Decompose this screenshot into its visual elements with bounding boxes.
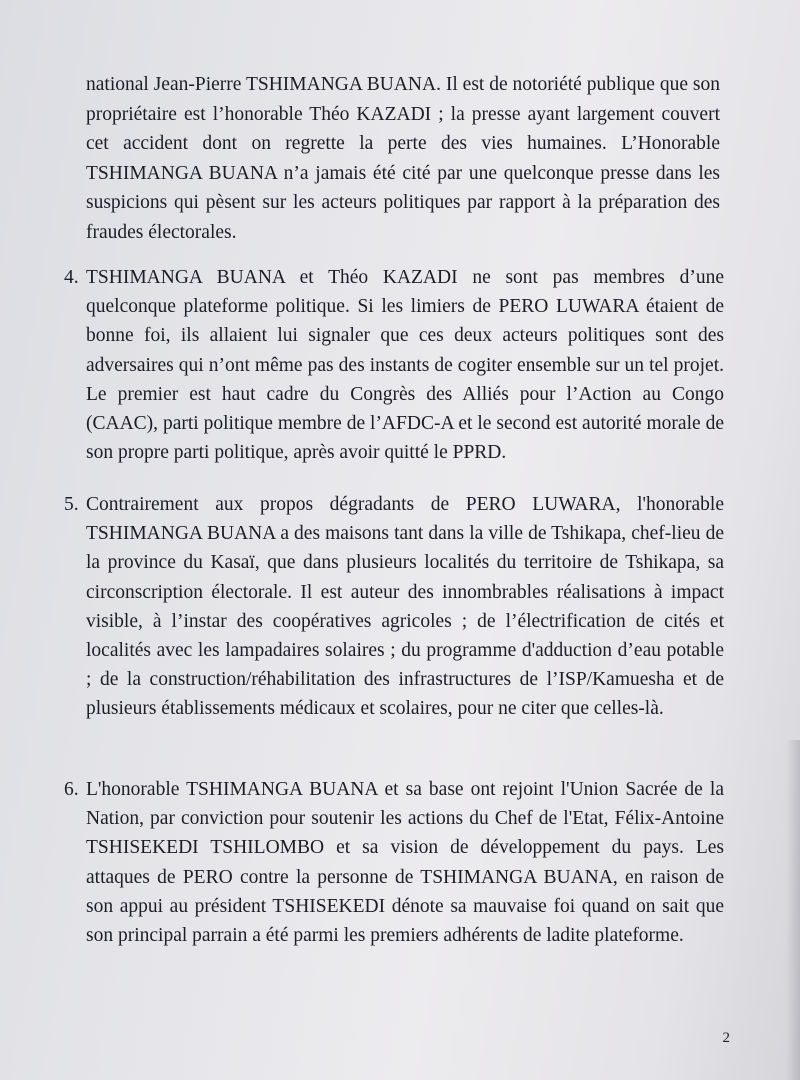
list-item-text: L'honorable TSHIMANGA BUANA et sa base ont rejoint l'Union Sacrée de la Nation, par conviction pour soutenir les actions du Chef de l'Etat, Félix-Antoine TSHISEKEDI TSHILOMBO et sa vision de développement du pays. Les attaques de PERO contre la personne de TSHIMANGA BUANA, en raison de son appui au président TSHISEKEDI dénote sa mauvaise foi quand on sait que son principal parrain a été parmi les premiers adhérents de ladite plateforme.	[86, 779, 724, 947]
list-item-number: 4.	[64, 267, 79, 288]
list-item-text: TSHIMANGA BUANA et Théo KAZADI ne sont pas membres d’une quelconque plateforme politique. Si les limiers de PERO LUWARA étaient de bonne foi, ils allaient lui signaler que ces deux acteurs politiques sont des adversaires qui n’ont même pas des instants de cogiter ensemble sur un tel projet. Le premier est haut cadre du Congrès des Alliés pour l’Action au Congo (CAAC), parti politique membre de l’AFDC-A et le second est autorité morale de son propre parti politique, après avoir quitté le PPRD.	[86, 267, 724, 464]
list-item-4	[64, 263, 724, 467]
list-item-number: 5.	[64, 494, 79, 515]
page-number: 2	[722, 1030, 730, 1046]
list-item-5	[64, 490, 724, 724]
list-item-6	[64, 775, 724, 950]
intro-paragraph: national Jean-Pierre TSHIMANGA BUANA. Il est de notoriété publique que son propriétaire est l’honorable Théo KAZADI ; la presse ayant largement couvert cet accident dont on regrette la perte des vies humaines. L’Honorable TSHIMANGA BUANA n’a jamais été cité par une quelconque presse dans les suspicions qui pèsent sur les acteurs politiques par rapport à la préparation des fraudes électorales.	[86, 74, 720, 243]
list-item-text: Contrairement aux propos dégradants de PERO LUWARA, l'honorable TSHIMANGA BUANA a des maisons tant dans la ville de Tshikapa, chef-lieu de la province du Kasaï, que dans plusieurs localités du territoire de Tshikapa, sa circonscription électorale. Il est auteur des innombrables réalisations à impact visible, à l’instar des coopératives agricoles ; de l’électrification de cités et localités avec les lampadaires solaires ; du programme d'adduction d’eau potable ; de la construction/réhabilitation des infrastructures de l’ISP/Kamuesha et de plusieurs établissements médicaux et scolaires, pour ne citer que celles-là.	[86, 494, 724, 720]
list-item-number: 6.	[64, 779, 79, 800]
page-edge-shadow	[786, 740, 800, 1080]
